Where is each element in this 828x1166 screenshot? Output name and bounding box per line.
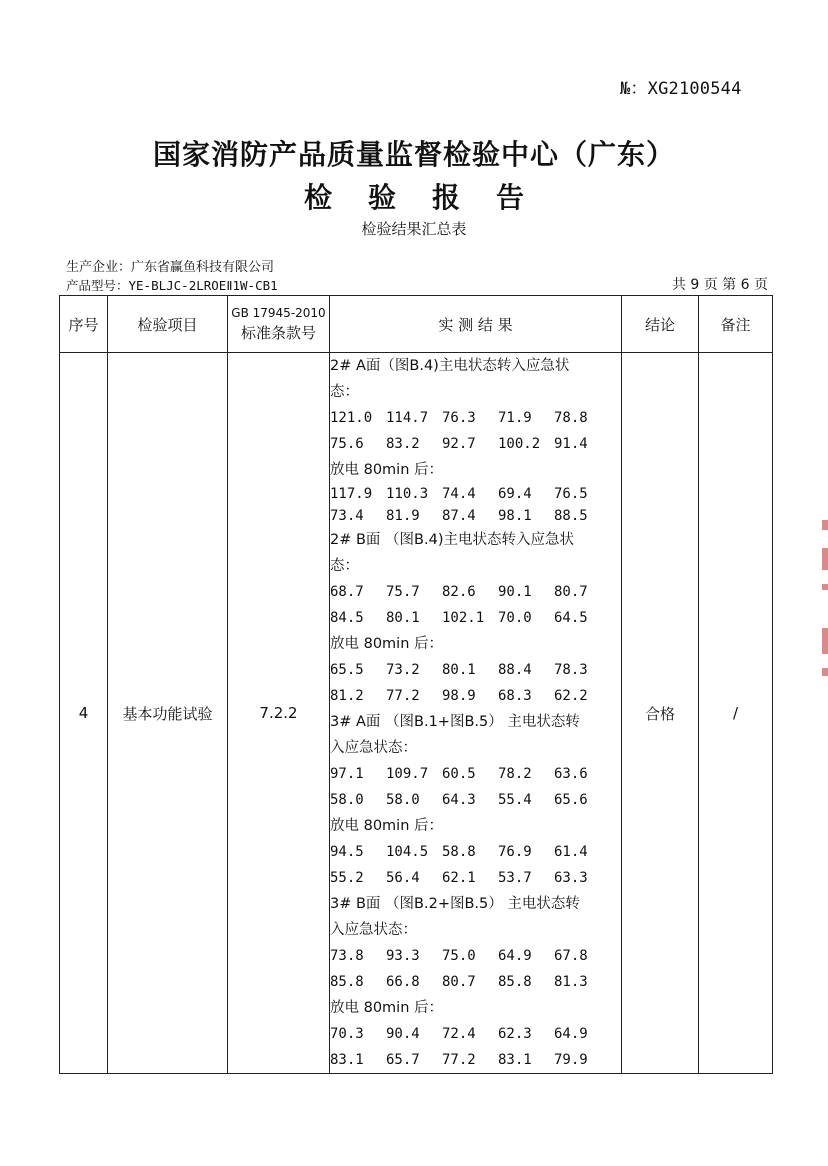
result-value: 98.1	[498, 508, 532, 524]
result-value: 93.3	[386, 948, 420, 964]
result-value: 88.5	[554, 508, 588, 524]
result-values-row	[330, 483, 621, 505]
table-row	[60, 353, 773, 1074]
result-value: 71.9	[498, 410, 532, 426]
result-values-row	[330, 761, 621, 787]
result-value: 62.1	[442, 870, 476, 886]
result-value: 64.9	[554, 1026, 588, 1042]
result-value: 58.0	[330, 792, 364, 808]
result-value: 77.2	[442, 1052, 476, 1068]
result-value: 80.1	[386, 610, 420, 626]
cell-results	[330, 353, 622, 1074]
table-header-row	[60, 296, 773, 353]
result-value: 91.4	[554, 436, 588, 452]
result-value: 92.7	[442, 436, 476, 452]
result-text-line: 3# A面 （图B.1+图B.5） 主电状态转	[330, 714, 580, 730]
result-text-line: 入应急状态：	[330, 922, 417, 938]
result-value: 64.5	[554, 610, 588, 626]
result-value: 64.3	[442, 792, 476, 808]
result-value: 65.7	[386, 1052, 420, 1068]
result-value: 83.2	[386, 436, 420, 452]
result-values-row	[330, 505, 621, 527]
result-value: 66.8	[386, 974, 420, 990]
result-value: 79.9	[554, 1052, 588, 1068]
result-value: 109.7	[386, 766, 429, 782]
result-value: 80.1	[442, 662, 476, 678]
result-value: 75.0	[442, 948, 476, 964]
result-value: 58.0	[386, 792, 420, 808]
result-value: 87.4	[442, 508, 476, 524]
result-value: 102.1	[442, 610, 485, 626]
result-value: 81.2	[330, 688, 364, 704]
organization-title: 国家消防产品质量监督检验中心（广东）	[152, 138, 675, 171]
result-value: 114.7	[386, 410, 429, 426]
model-line: 产品型号：YE-BLJC-2LROEⅡ1W-CB1	[66, 278, 278, 293]
result-value: 70.0	[498, 610, 532, 626]
summary-subtitle: 检验结果汇总表	[361, 220, 467, 238]
document-title: 检验报告	[303, 181, 560, 214]
seal-edge-mark	[822, 520, 828, 530]
results-table	[59, 295, 773, 1074]
result-value: 62.3	[498, 1026, 532, 1042]
result-value: 85.8	[498, 974, 532, 990]
result-value: 72.4	[442, 1026, 476, 1042]
result-value: 64.9	[498, 948, 532, 964]
result-text-line: 放电 80min 后：	[330, 462, 444, 478]
result-values-row	[330, 657, 621, 683]
result-value: 75.7	[386, 584, 420, 600]
result-value: 73.8	[330, 948, 364, 964]
cell-clause: 7.2.2	[228, 353, 330, 1074]
result-values-row	[330, 605, 621, 631]
result-value: 65.5	[330, 662, 364, 678]
result-value: 70.3	[330, 1026, 364, 1042]
result-value: 60.5	[442, 766, 476, 782]
result-value: 62.2	[554, 688, 588, 704]
result-value: 77.2	[386, 688, 420, 704]
result-values-row	[330, 683, 621, 709]
result-value: 78.2	[498, 766, 532, 782]
header-standard-clause: 标准条款号	[240, 324, 316, 342]
result-values-row	[330, 579, 621, 605]
cell-note: /	[699, 353, 773, 1074]
result-values-row	[330, 405, 621, 431]
result-value: 82.6	[442, 584, 476, 600]
cell-item: 基本功能试验	[108, 353, 228, 1074]
result-value: 75.6	[330, 436, 364, 452]
cell-conclusion: 合格	[622, 353, 699, 1074]
result-value: 84.5	[330, 610, 364, 626]
result-value: 76.5	[554, 486, 588, 502]
result-value: 73.2	[386, 662, 420, 678]
result-value: 81.3	[554, 974, 588, 990]
result-value: 68.3	[498, 688, 532, 704]
result-value: 81.9	[386, 508, 420, 524]
result-text-line: 放电 80min 后：	[330, 636, 444, 652]
result-value: 90.4	[386, 1026, 420, 1042]
result-value: 104.5	[386, 844, 429, 860]
header-item: 检验项目	[108, 296, 228, 353]
result-value: 83.1	[498, 1052, 532, 1068]
cell-seq: 4	[60, 353, 108, 1074]
result-value: 94.5	[330, 844, 364, 860]
header-conclusion: 结论	[622, 296, 699, 353]
result-value: 73.4	[330, 508, 364, 524]
result-values-row	[330, 1047, 621, 1073]
result-value: 90.1	[498, 584, 532, 600]
result-value: 117.9	[330, 486, 373, 502]
result-value: 100.2	[498, 436, 541, 452]
result-text-line: 放电 80min 后：	[330, 818, 444, 834]
result-value: 63.6	[554, 766, 588, 782]
result-text-line: 入应急状态：	[330, 740, 417, 756]
header-result: 实 测 结 果	[330, 296, 622, 353]
result-values-row	[330, 839, 621, 865]
manufacturer-line: 生产企业：广东省赢鱼科技有限公司	[66, 260, 275, 275]
result-value: 85.8	[330, 974, 364, 990]
seal-edge-mark	[822, 548, 828, 570]
result-value: 78.8	[554, 410, 588, 426]
result-values-row	[330, 865, 621, 891]
result-text-line: 放电 80min 后：	[330, 1000, 444, 1016]
result-value: 56.4	[386, 870, 420, 886]
report-number: №：XG2100544	[620, 79, 742, 99]
result-value: 58.8	[442, 844, 476, 860]
result-value: 74.4	[442, 486, 476, 502]
seal-edge-mark	[822, 584, 828, 590]
result-value: 76.3	[442, 410, 476, 426]
result-value: 98.9	[442, 688, 476, 704]
result-value: 78.3	[554, 662, 588, 678]
result-text-line: 态：	[330, 384, 359, 400]
header-note: 备注	[699, 296, 773, 353]
result-value: 76.9	[498, 844, 532, 860]
result-value: 110.3	[386, 486, 429, 502]
result-value: 69.4	[498, 486, 532, 502]
result-value: 83.1	[330, 1052, 364, 1068]
result-text-line: 2# A面（图B.4)主电状态转入应急状	[330, 358, 570, 374]
result-value: 61.4	[554, 844, 588, 860]
result-value: 67.8	[554, 948, 588, 964]
page-indicator: 共 9 页 第 6 页	[671, 277, 768, 293]
result-value: 65.6	[554, 792, 588, 808]
result-text-line: 3# B面 （图B.2+图B.5） 主电状态转	[330, 896, 580, 912]
result-value: 121.0	[330, 410, 373, 426]
header-seq: 序号	[60, 296, 108, 353]
result-value: 80.7	[554, 584, 588, 600]
result-text-line: 2# B面 （图B.4)主电状态转入应急状	[330, 532, 574, 548]
result-value: 63.3	[554, 870, 588, 886]
result-values-row	[330, 943, 621, 969]
result-values-row	[330, 969, 621, 995]
header-standard	[228, 296, 330, 353]
seal-edge-mark	[822, 668, 828, 676]
header-standard-code: GB 17945-2010	[231, 306, 326, 320]
result-text-line: 态：	[330, 558, 359, 574]
result-value: 88.4	[498, 662, 532, 678]
result-value: 53.7	[498, 870, 532, 886]
result-values-row	[330, 431, 621, 457]
result-value: 68.7	[330, 584, 364, 600]
result-value: 55.2	[330, 870, 364, 886]
result-value: 80.7	[442, 974, 476, 990]
result-values-row	[330, 1021, 621, 1047]
result-value: 97.1	[330, 766, 364, 782]
result-values-row	[330, 787, 621, 813]
result-value: 55.4	[498, 792, 532, 808]
seal-edge-mark	[822, 628, 828, 654]
